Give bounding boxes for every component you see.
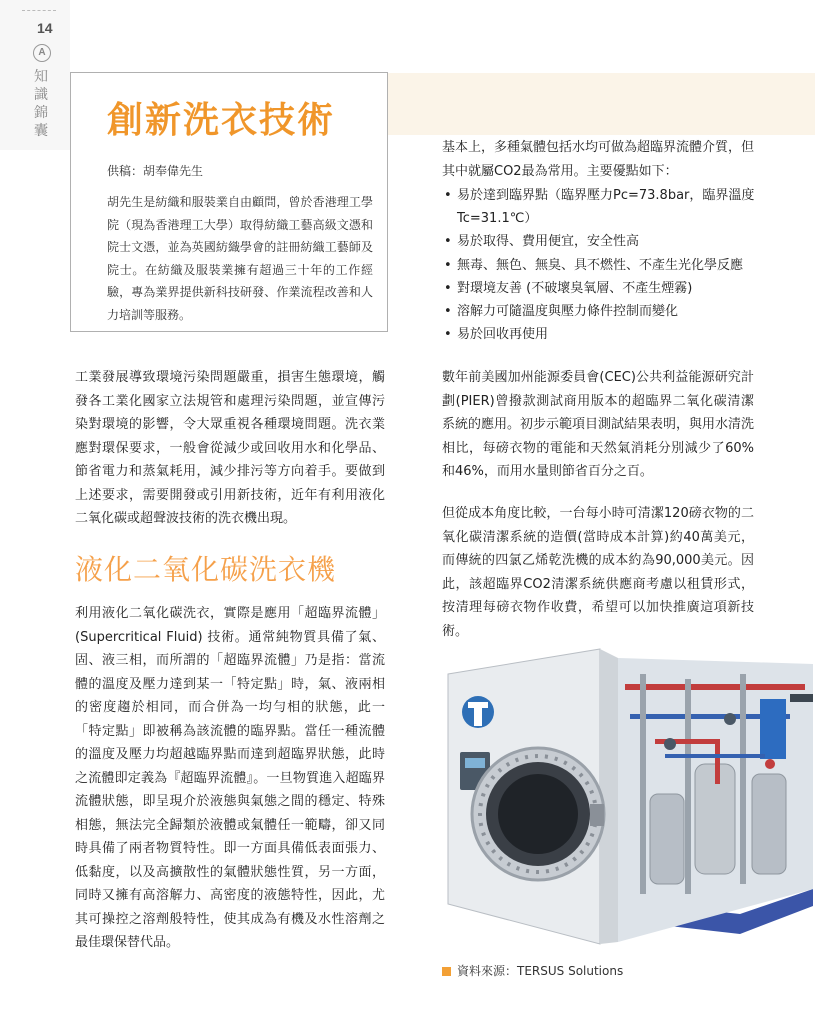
section-heading: 液化二氧化碳洗衣機: [75, 553, 337, 586]
caption-bullet-icon: [442, 967, 451, 976]
caption-text: 資料來源：TERSUS Solutions: [457, 964, 624, 978]
page-number: 14: [37, 20, 53, 36]
side-tab: [0, 0, 70, 150]
list-item: • 溶解力可隨溫度與壓力條件控制而變化: [442, 300, 760, 323]
section-label: 知識錦囊: [34, 69, 48, 139]
intro-paragraph: 工業發展導致環境污染問題嚴重，損害生態環境，觸發各工業化國家立法規管和處理污染問題，並宣傳污染對環境的影響，令大眾重視各種環境問題。洗衣業應對環保要求，一般會從減少或回收用水和化學品、節省電力和蒸氣耗用，減少排污等方向着手。要做到上述要求，需要開發或引用新技術，近年有利用液化二氧化碳或超聲波技術的洗衣機出現。: [75, 370, 385, 526]
author-credit: 供稿：胡奉偉先生: [107, 164, 204, 178]
image-caption: [442, 962, 623, 979]
cost-paragraph: 但從成本角度比較，一台每小時可清潔120磅衣物的二氧化碳清潔系統的造價(當時成本計算)約40萬美元，而傳統的四氯乙烯乾洗機的成本約為90,000美元。因此，該超臨界CO2清潔系統供應商考慮以租賃形式，按清理每磅衣物作收費，希望可以加快推廣這項新技術。: [442, 506, 754, 639]
list-item: • 無毒、無色、無臭、具不燃性、不產生光化學反應: [442, 254, 760, 277]
author-bio: 胡先生是紡織和服裝業自由顧問，曾於香港理工學院（現為香港理工大學）取得紡織工藝高級文憑和院士文憑，並為英國紡織學會的註冊紡織工藝師及院士。在紡織及服裝業擁有超過三十年的工作經驗，專為業界提供新科技研發、作業流程改善和人力培訓等服務。: [107, 195, 373, 322]
list-item: • 易於達到臨界點（臨界壓力Pc=73.8bar，臨界溫度Tc=31.1℃）: [442, 184, 760, 230]
co2-washing-machine-image: [440, 644, 813, 954]
section-letter-badge: A: [33, 44, 51, 62]
cec-paragraph: 數年前美國加州能源委員會(CEC)公共利益能源研究計劃(PIER)曾撥款測試商用版本的超臨界二氧化碳清潔系統的應用。初步示範項目測試結果表明，與用水清洗相比，每磅衣物的電能和天然氣消耗分別減少了60%和46%，而用水量則節省百分之百。: [442, 370, 755, 479]
tab-stitch-decoration: [22, 10, 56, 15]
article-title: 創新洗衣技術: [107, 100, 336, 141]
supercritical-paragraph: 利用液化二氧化碳洗衣，實際是應用「超臨界流體」(Supercritical Fluid) 技術。通常純物質具備了氣、固、液三相，而所謂的「超臨界流體」乃是指：當流體的溫度及壓力達到某一「特定點」時，氣、液兩相的密度趨於相同，而合併為一均勻相的狀態，此一「特定點」即被稱為該流體的臨界點。當任一種流體的溫度及壓力均超越臨界點而達到超臨界狀態，此時之流體即定義為『超臨界流體』。一旦物質進入超臨界流體狀態，即呈現介於液態與氣態之間的穩定、特殊相態，無法完全歸類於液體或氣體任一範疇，卻又同時具備了兩者物質特性。即一方面具備低表面張力、低黏度，以及高擴散性的氣體狀態性質，另一方面，同時又擁有高溶解力、高密度的液態特性，因此，尤其可操控之溶劑般特性，使其成為有機及水性溶劑之最佳環保替代品。: [75, 606, 385, 950]
advantages-list: [442, 184, 760, 346]
list-item: • 易於回收再使用: [442, 323, 760, 346]
co2-intro-paragraph: 基本上，多種氣體包括水均可做為超臨界流體介質，但其中就屬CO2最為常用。主要優點如下：: [442, 140, 755, 179]
list-item: • 易於取得、費用便宜，安全性高: [442, 230, 760, 253]
list-item: • 對環境友善 (不破壞臭氧層、不產生煙霧): [442, 277, 760, 300]
